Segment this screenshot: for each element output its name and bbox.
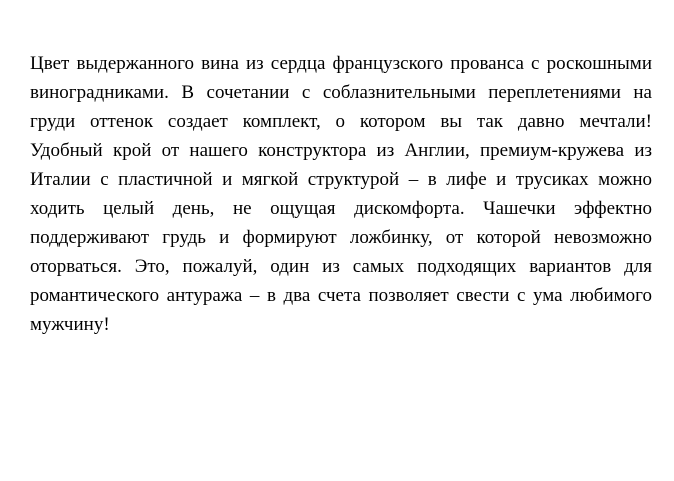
text-block xyxy=(30,49,652,339)
paragraph-text: Цвет выдержанного вина из сердца французского прованса с роскошными виноградниками. В сочетании с соблазнительными переплетениями на груди оттенок создает комплект, о котором вы так давно мечтали! Удобный крой от нашего конструктора из Англии, премиум-кружева из Италии с пластичной и мягкой структурой – в лифе и трусиках можно ходить целый день, не ощущая дискомфорта. Чашечки эффектно поддерживают грудь и формируют ложбинку, от которой невозможно оторваться. Это, пожалуй, один из самых подходящих вариантов для романтического антуража – в два счета позволяет свести с ума любимого мужчину! xyxy=(30,53,652,335)
